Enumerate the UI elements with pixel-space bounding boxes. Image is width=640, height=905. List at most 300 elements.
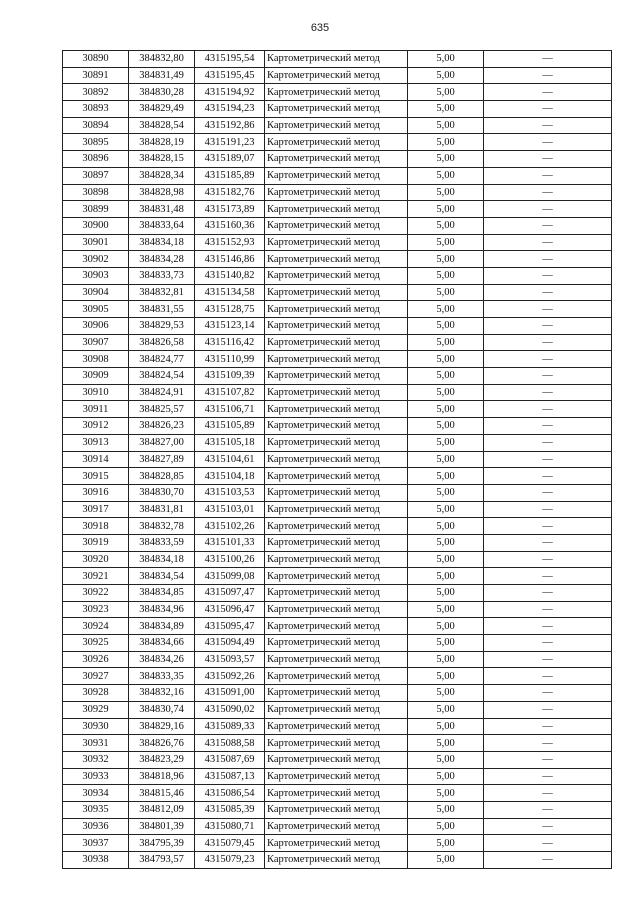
y-coordinate-cell: 4315182,76 xyxy=(195,184,265,201)
method-cell: Картометрический метод xyxy=(265,518,408,535)
note-cell: — xyxy=(484,184,612,201)
point-number-cell: 30911 xyxy=(63,401,129,418)
x-coordinate-cell: 384833,35 xyxy=(129,668,195,685)
y-coordinate-cell: 4315089,33 xyxy=(195,718,265,735)
method-cell: Картометрический метод xyxy=(265,151,408,168)
y-coordinate-cell: 4315102,26 xyxy=(195,518,265,535)
method-cell: Картометрический метод xyxy=(265,418,408,435)
method-cell: Картометрический метод xyxy=(265,84,408,101)
table-row xyxy=(63,368,612,385)
table-row xyxy=(63,735,612,752)
method-cell: Картометрический метод xyxy=(265,852,408,869)
accuracy-cell: 5,00 xyxy=(408,401,484,418)
x-coordinate-cell: 384812,09 xyxy=(129,801,195,818)
table-row xyxy=(63,585,612,602)
table-row xyxy=(63,167,612,184)
x-coordinate-cell: 384833,59 xyxy=(129,534,195,551)
y-coordinate-cell: 4315140,82 xyxy=(195,267,265,284)
y-coordinate-cell: 4315105,89 xyxy=(195,418,265,435)
accuracy-cell: 5,00 xyxy=(408,134,484,151)
y-coordinate-cell: 4315103,01 xyxy=(195,501,265,518)
table-row xyxy=(63,484,612,501)
method-cell: Картометрический метод xyxy=(265,635,408,652)
accuracy-cell: 5,00 xyxy=(408,768,484,785)
accuracy-cell: 5,00 xyxy=(408,117,484,134)
method-cell: Картометрический метод xyxy=(265,368,408,385)
x-coordinate-cell: 384818,96 xyxy=(129,768,195,785)
y-coordinate-cell: 4315091,00 xyxy=(195,685,265,702)
point-number-cell: 30899 xyxy=(63,201,129,218)
page-number: 635 xyxy=(310,22,330,34)
y-coordinate-cell: 4315090,02 xyxy=(195,701,265,718)
point-number-cell: 30938 xyxy=(63,852,129,869)
point-number-cell: 30890 xyxy=(63,51,129,68)
method-cell: Картометрический метод xyxy=(265,534,408,551)
accuracy-cell: 5,00 xyxy=(408,434,484,451)
accuracy-cell: 5,00 xyxy=(408,484,484,501)
point-number-cell: 30930 xyxy=(63,718,129,735)
table-row xyxy=(63,434,612,451)
table-row xyxy=(63,234,612,251)
note-cell: — xyxy=(484,418,612,435)
y-coordinate-cell: 4315185,89 xyxy=(195,167,265,184)
note-cell: — xyxy=(484,768,612,785)
table-row xyxy=(63,534,612,551)
x-coordinate-cell: 384828,34 xyxy=(129,167,195,184)
accuracy-cell: 5,00 xyxy=(408,418,484,435)
table-row xyxy=(63,651,612,668)
method-cell: Картометрический метод xyxy=(265,67,408,84)
note-cell: — xyxy=(484,318,612,335)
point-number-cell: 30893 xyxy=(63,101,129,118)
accuracy-cell: 5,00 xyxy=(408,668,484,685)
accuracy-cell: 5,00 xyxy=(408,685,484,702)
y-coordinate-cell: 4315085,39 xyxy=(195,801,265,818)
point-number-cell: 30914 xyxy=(63,451,129,468)
table-row xyxy=(63,518,612,535)
accuracy-cell: 5,00 xyxy=(408,334,484,351)
accuracy-cell: 5,00 xyxy=(408,67,484,84)
y-coordinate-cell: 4315104,61 xyxy=(195,451,265,468)
x-coordinate-cell: 384834,26 xyxy=(129,651,195,668)
y-coordinate-cell: 4315079,23 xyxy=(195,852,265,869)
note-cell: — xyxy=(484,151,612,168)
method-cell: Картометрический метод xyxy=(265,201,408,218)
note-cell: — xyxy=(484,251,612,268)
point-number-cell: 30933 xyxy=(63,768,129,785)
table-row xyxy=(63,334,612,351)
note-cell: — xyxy=(484,351,612,368)
point-number-cell: 30908 xyxy=(63,351,129,368)
point-number-cell: 30906 xyxy=(63,318,129,335)
accuracy-cell: 5,00 xyxy=(408,251,484,268)
point-number-cell: 30900 xyxy=(63,217,129,234)
point-number-cell: 30904 xyxy=(63,284,129,301)
method-cell: Картометрический метод xyxy=(265,735,408,752)
accuracy-cell: 5,00 xyxy=(408,368,484,385)
x-coordinate-cell: 384815,46 xyxy=(129,785,195,802)
point-number-cell: 30910 xyxy=(63,384,129,401)
method-cell: Картометрический метод xyxy=(265,167,408,184)
point-number-cell: 30891 xyxy=(63,67,129,84)
method-cell: Картометрический метод xyxy=(265,51,408,68)
point-number-cell: 30934 xyxy=(63,785,129,802)
y-coordinate-cell: 4315080,71 xyxy=(195,818,265,835)
point-number-cell: 30927 xyxy=(63,668,129,685)
table-row xyxy=(63,451,612,468)
point-number-cell: 30917 xyxy=(63,501,129,518)
point-number-cell: 30916 xyxy=(63,484,129,501)
point-number-cell: 30895 xyxy=(63,134,129,151)
table-row xyxy=(63,568,612,585)
table-row xyxy=(63,701,612,718)
note-cell: — xyxy=(484,651,612,668)
y-coordinate-cell: 4315101,33 xyxy=(195,534,265,551)
x-coordinate-cell: 384831,48 xyxy=(129,201,195,218)
note-cell: — xyxy=(484,101,612,118)
table-row xyxy=(63,267,612,284)
note-cell: — xyxy=(484,701,612,718)
table-row xyxy=(63,318,612,335)
accuracy-cell: 5,00 xyxy=(408,167,484,184)
table-row xyxy=(63,601,612,618)
accuracy-cell: 5,00 xyxy=(408,818,484,835)
y-coordinate-cell: 4315116,42 xyxy=(195,334,265,351)
y-coordinate-cell: 4315094,49 xyxy=(195,635,265,652)
method-cell: Картометрический метод xyxy=(265,384,408,401)
note-cell: — xyxy=(484,401,612,418)
y-coordinate-cell: 4315092,26 xyxy=(195,668,265,685)
point-number-cell: 30898 xyxy=(63,184,129,201)
y-coordinate-cell: 4315104,18 xyxy=(195,468,265,485)
method-cell: Картометрический метод xyxy=(265,351,408,368)
x-coordinate-cell: 384827,00 xyxy=(129,434,195,451)
method-cell: Картометрический метод xyxy=(265,251,408,268)
note-cell: — xyxy=(484,785,612,802)
x-coordinate-cell: 384833,64 xyxy=(129,217,195,234)
x-coordinate-cell: 384832,80 xyxy=(129,51,195,68)
note-cell: — xyxy=(484,568,612,585)
x-coordinate-cell: 384834,18 xyxy=(129,551,195,568)
note-cell: — xyxy=(484,601,612,618)
y-coordinate-cell: 4315134,58 xyxy=(195,284,265,301)
note-cell: — xyxy=(484,334,612,351)
accuracy-cell: 5,00 xyxy=(408,835,484,852)
x-coordinate-cell: 384823,29 xyxy=(129,751,195,768)
method-cell: Картометрический метод xyxy=(265,551,408,568)
x-coordinate-cell: 384827,89 xyxy=(129,451,195,468)
method-cell: Картометрический метод xyxy=(265,318,408,335)
x-coordinate-cell: 384824,77 xyxy=(129,351,195,368)
table-row xyxy=(63,217,612,234)
note-cell: — xyxy=(484,668,612,685)
x-coordinate-cell: 384834,54 xyxy=(129,568,195,585)
x-coordinate-cell: 384828,19 xyxy=(129,134,195,151)
x-coordinate-cell: 384795,39 xyxy=(129,835,195,852)
table-row xyxy=(63,635,612,652)
point-number-cell: 30903 xyxy=(63,267,129,284)
method-cell: Картометрический метод xyxy=(265,217,408,234)
y-coordinate-cell: 4315095,47 xyxy=(195,618,265,635)
accuracy-cell: 5,00 xyxy=(408,351,484,368)
point-number-cell: 30920 xyxy=(63,551,129,568)
accuracy-cell: 5,00 xyxy=(408,151,484,168)
note-cell: — xyxy=(484,301,612,318)
method-cell: Картометрический метод xyxy=(265,301,408,318)
accuracy-cell: 5,00 xyxy=(408,601,484,618)
y-coordinate-cell: 4315194,23 xyxy=(195,101,265,118)
note-cell: — xyxy=(484,801,612,818)
accuracy-cell: 5,00 xyxy=(408,451,484,468)
accuracy-cell: 5,00 xyxy=(408,518,484,535)
accuracy-cell: 5,00 xyxy=(408,101,484,118)
y-coordinate-cell: 4315110,99 xyxy=(195,351,265,368)
accuracy-cell: 5,00 xyxy=(408,568,484,585)
accuracy-cell: 5,00 xyxy=(408,301,484,318)
note-cell: — xyxy=(484,234,612,251)
x-coordinate-cell: 384832,78 xyxy=(129,518,195,535)
accuracy-cell: 5,00 xyxy=(408,51,484,68)
accuracy-cell: 5,00 xyxy=(408,701,484,718)
table-row xyxy=(63,468,612,485)
point-number-cell: 30921 xyxy=(63,568,129,585)
point-number-cell: 30924 xyxy=(63,618,129,635)
y-coordinate-cell: 4315195,54 xyxy=(195,51,265,68)
y-coordinate-cell: 4315194,92 xyxy=(195,84,265,101)
y-coordinate-cell: 4315087,69 xyxy=(195,751,265,768)
note-cell: — xyxy=(484,284,612,301)
y-coordinate-cell: 4315105,18 xyxy=(195,434,265,451)
point-number-cell: 30902 xyxy=(63,251,129,268)
method-cell: Картометрический метод xyxy=(265,184,408,201)
table-row xyxy=(63,101,612,118)
y-coordinate-cell: 4315107,82 xyxy=(195,384,265,401)
x-coordinate-cell: 384826,23 xyxy=(129,418,195,435)
note-cell: — xyxy=(484,67,612,84)
method-cell: Картометрический метод xyxy=(265,117,408,134)
y-coordinate-cell: 4315088,58 xyxy=(195,735,265,752)
note-cell: — xyxy=(484,518,612,535)
x-coordinate-cell: 384833,73 xyxy=(129,267,195,284)
point-number-cell: 30912 xyxy=(63,418,129,435)
note-cell: — xyxy=(484,468,612,485)
accuracy-cell: 5,00 xyxy=(408,852,484,869)
x-coordinate-cell: 384828,15 xyxy=(129,151,195,168)
point-number-cell: 30897 xyxy=(63,167,129,184)
note-cell: — xyxy=(484,267,612,284)
note-cell: — xyxy=(484,501,612,518)
x-coordinate-cell: 384834,18 xyxy=(129,234,195,251)
point-number-cell: 30935 xyxy=(63,801,129,818)
table-row xyxy=(63,117,612,134)
accuracy-cell: 5,00 xyxy=(408,267,484,284)
note-cell: — xyxy=(484,384,612,401)
x-coordinate-cell: 384832,16 xyxy=(129,685,195,702)
accuracy-cell: 5,00 xyxy=(408,785,484,802)
method-cell: Картометрический метод xyxy=(265,668,408,685)
accuracy-cell: 5,00 xyxy=(408,751,484,768)
x-coordinate-cell: 384828,85 xyxy=(129,468,195,485)
y-coordinate-cell: 4315106,71 xyxy=(195,401,265,418)
point-number-cell: 30894 xyxy=(63,117,129,134)
note-cell: — xyxy=(484,685,612,702)
accuracy-cell: 5,00 xyxy=(408,384,484,401)
point-number-cell: 30926 xyxy=(63,651,129,668)
note-cell: — xyxy=(484,818,612,835)
method-cell: Картометрический метод xyxy=(265,434,408,451)
note-cell: — xyxy=(484,735,612,752)
point-number-cell: 30923 xyxy=(63,601,129,618)
table-row xyxy=(63,351,612,368)
accuracy-cell: 5,00 xyxy=(408,84,484,101)
method-cell: Картометрический метод xyxy=(265,751,408,768)
point-number-cell: 30936 xyxy=(63,818,129,835)
method-cell: Картометрический метод xyxy=(265,601,408,618)
table-row xyxy=(63,251,612,268)
point-number-cell: 30905 xyxy=(63,301,129,318)
x-coordinate-cell: 384831,81 xyxy=(129,501,195,518)
note-cell: — xyxy=(484,718,612,735)
point-number-cell: 30932 xyxy=(63,751,129,768)
x-coordinate-cell: 384793,57 xyxy=(129,852,195,869)
method-cell: Картометрический метод xyxy=(265,568,408,585)
method-cell: Картометрический метод xyxy=(265,801,408,818)
method-cell: Картометрический метод xyxy=(265,785,408,802)
y-coordinate-cell: 4315195,45 xyxy=(195,67,265,84)
method-cell: Картометрический метод xyxy=(265,651,408,668)
coordinates-table-body xyxy=(63,51,612,869)
x-coordinate-cell: 384828,98 xyxy=(129,184,195,201)
y-coordinate-cell: 4315093,57 xyxy=(195,651,265,668)
y-coordinate-cell: 4315103,53 xyxy=(195,484,265,501)
method-cell: Картометрический метод xyxy=(265,401,408,418)
method-cell: Картометрический метод xyxy=(265,618,408,635)
note-cell: — xyxy=(484,84,612,101)
point-number-cell: 30909 xyxy=(63,368,129,385)
y-coordinate-cell: 4315146,86 xyxy=(195,251,265,268)
table-row xyxy=(63,501,612,518)
accuracy-cell: 5,00 xyxy=(408,284,484,301)
note-cell: — xyxy=(484,551,612,568)
method-cell: Картометрический метод xyxy=(265,501,408,518)
method-cell: Картометрический метод xyxy=(265,768,408,785)
note-cell: — xyxy=(484,635,612,652)
y-coordinate-cell: 4315123,14 xyxy=(195,318,265,335)
accuracy-cell: 5,00 xyxy=(408,718,484,735)
point-number-cell: 30892 xyxy=(63,84,129,101)
method-cell: Картометрический метод xyxy=(265,585,408,602)
x-coordinate-cell: 384834,28 xyxy=(129,251,195,268)
note-cell: — xyxy=(484,835,612,852)
note-cell: — xyxy=(484,134,612,151)
x-coordinate-cell: 384801,39 xyxy=(129,818,195,835)
accuracy-cell: 5,00 xyxy=(408,651,484,668)
table-row xyxy=(63,685,612,702)
x-coordinate-cell: 384824,91 xyxy=(129,384,195,401)
accuracy-cell: 5,00 xyxy=(408,534,484,551)
table-row xyxy=(63,852,612,869)
x-coordinate-cell: 384828,54 xyxy=(129,117,195,134)
point-number-cell: 30901 xyxy=(63,234,129,251)
y-coordinate-cell: 4315192,86 xyxy=(195,117,265,134)
method-cell: Картометрический метод xyxy=(265,451,408,468)
x-coordinate-cell: 384829,49 xyxy=(129,101,195,118)
note-cell: — xyxy=(484,368,612,385)
table-row xyxy=(63,134,612,151)
note-cell: — xyxy=(484,534,612,551)
y-coordinate-cell: 4315189,07 xyxy=(195,151,265,168)
point-number-cell: 30896 xyxy=(63,151,129,168)
table-row xyxy=(63,551,612,568)
method-cell: Картометрический метод xyxy=(265,267,408,284)
y-coordinate-cell: 4315099,08 xyxy=(195,568,265,585)
accuracy-cell: 5,00 xyxy=(408,618,484,635)
method-cell: Картометрический метод xyxy=(265,718,408,735)
x-coordinate-cell: 384830,74 xyxy=(129,701,195,718)
point-number-cell: 30928 xyxy=(63,685,129,702)
accuracy-cell: 5,00 xyxy=(408,735,484,752)
table-row xyxy=(63,151,612,168)
note-cell: — xyxy=(484,217,612,234)
note-cell: — xyxy=(484,451,612,468)
table-row xyxy=(63,418,612,435)
y-coordinate-cell: 4315191,23 xyxy=(195,134,265,151)
accuracy-cell: 5,00 xyxy=(408,318,484,335)
table-row xyxy=(63,785,612,802)
x-coordinate-cell: 384826,58 xyxy=(129,334,195,351)
accuracy-cell: 5,00 xyxy=(408,801,484,818)
point-number-cell: 30925 xyxy=(63,635,129,652)
x-coordinate-cell: 384824,54 xyxy=(129,368,195,385)
accuracy-cell: 5,00 xyxy=(408,635,484,652)
accuracy-cell: 5,00 xyxy=(408,217,484,234)
table-row xyxy=(63,51,612,68)
x-coordinate-cell: 384829,53 xyxy=(129,318,195,335)
table-row xyxy=(63,668,612,685)
y-coordinate-cell: 4315160,36 xyxy=(195,217,265,234)
y-coordinate-cell: 4315128,75 xyxy=(195,301,265,318)
accuracy-cell: 5,00 xyxy=(408,201,484,218)
accuracy-cell: 5,00 xyxy=(408,585,484,602)
point-number-cell: 30907 xyxy=(63,334,129,351)
table-row xyxy=(63,384,612,401)
point-number-cell: 30918 xyxy=(63,518,129,535)
note-cell: — xyxy=(484,117,612,134)
accuracy-cell: 5,00 xyxy=(408,234,484,251)
point-number-cell: 30915 xyxy=(63,468,129,485)
note-cell: — xyxy=(484,751,612,768)
table-row xyxy=(63,801,612,818)
point-number-cell: 30919 xyxy=(63,534,129,551)
method-cell: Картометрический метод xyxy=(265,468,408,485)
table-row xyxy=(63,301,612,318)
method-cell: Картометрический метод xyxy=(265,101,408,118)
method-cell: Картометрический метод xyxy=(265,134,408,151)
y-coordinate-cell: 4315173,89 xyxy=(195,201,265,218)
note-cell: — xyxy=(484,484,612,501)
x-coordinate-cell: 384834,96 xyxy=(129,601,195,618)
table-row xyxy=(63,401,612,418)
method-cell: Картометрический метод xyxy=(265,484,408,501)
x-coordinate-cell: 384832,81 xyxy=(129,284,195,301)
x-coordinate-cell: 384825,57 xyxy=(129,401,195,418)
accuracy-cell: 5,00 xyxy=(408,551,484,568)
point-number-cell: 30929 xyxy=(63,701,129,718)
x-coordinate-cell: 384834,85 xyxy=(129,585,195,602)
method-cell: Картометрический метод xyxy=(265,685,408,702)
method-cell: Картометрический метод xyxy=(265,234,408,251)
x-coordinate-cell: 384831,55 xyxy=(129,301,195,318)
